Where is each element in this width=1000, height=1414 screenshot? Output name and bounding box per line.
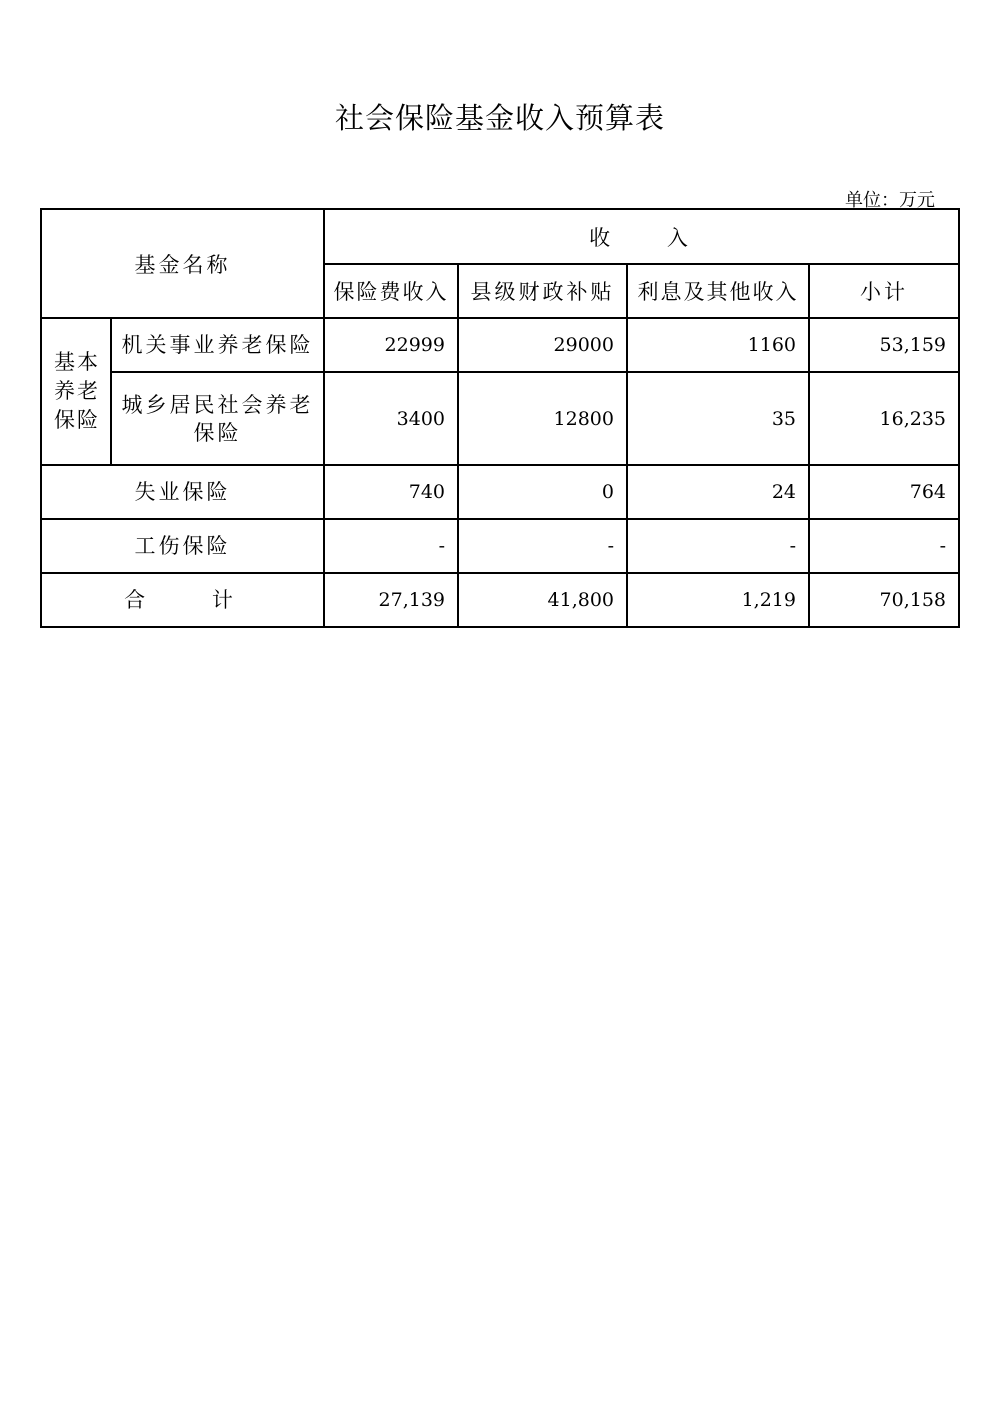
total-label: 合 计 <box>41 573 324 627</box>
total-value: 41,800 <box>458 573 627 627</box>
cell-value: 1160 <box>627 318 809 372</box>
group-label-line: 基本 <box>54 350 100 374</box>
cell-value: 22999 <box>324 318 458 372</box>
column-header: 利息及其他收入 <box>627 264 809 318</box>
cell-value: 53,159 <box>809 318 959 372</box>
budget-table <box>40 208 960 628</box>
cell-value: - <box>809 519 959 573</box>
row-name: 失业保险 <box>41 465 324 519</box>
cell-value: 16,235 <box>809 372 959 465</box>
row-name: 机关事业养老保险 <box>111 318 324 372</box>
row-name: 城乡居民社会养老保险 <box>111 372 324 465</box>
group-label-line: 保险 <box>54 408 100 432</box>
table-row <box>41 465 959 519</box>
cell-value: 35 <box>627 372 809 465</box>
table-row <box>41 318 959 372</box>
column-header: 小计 <box>809 264 959 318</box>
group-label-line: 养老 <box>54 379 100 403</box>
cell-value: 740 <box>324 465 458 519</box>
cell-value: 12800 <box>458 372 627 465</box>
cell-value: 29000 <box>458 318 627 372</box>
table-row <box>41 519 959 573</box>
column-header: 保险费收入 <box>324 264 458 318</box>
cell-value: 0 <box>458 465 627 519</box>
unit-label: 单位：万元 <box>845 190 935 211</box>
cell-value: - <box>458 519 627 573</box>
table-row <box>41 372 959 465</box>
cell-value: - <box>324 519 458 573</box>
total-row <box>41 573 959 627</box>
total-value: 70,158 <box>809 573 959 627</box>
income-header: 收 入 <box>324 209 959 264</box>
column-header: 县级财政补贴 <box>458 264 627 318</box>
cell-value: 24 <box>627 465 809 519</box>
cell-value: 764 <box>809 465 959 519</box>
cell-value: - <box>627 519 809 573</box>
row-name: 工伤保险 <box>41 519 324 573</box>
total-value: 1,219 <box>627 573 809 627</box>
page-title: 社会保险基金收入预算表 <box>334 101 665 135</box>
fund-name-header: 基金名称 <box>41 209 324 318</box>
group-label-basic-pension <box>41 318 111 465</box>
cell-value: 3400 <box>324 372 458 465</box>
total-value: 27,139 <box>324 573 458 627</box>
